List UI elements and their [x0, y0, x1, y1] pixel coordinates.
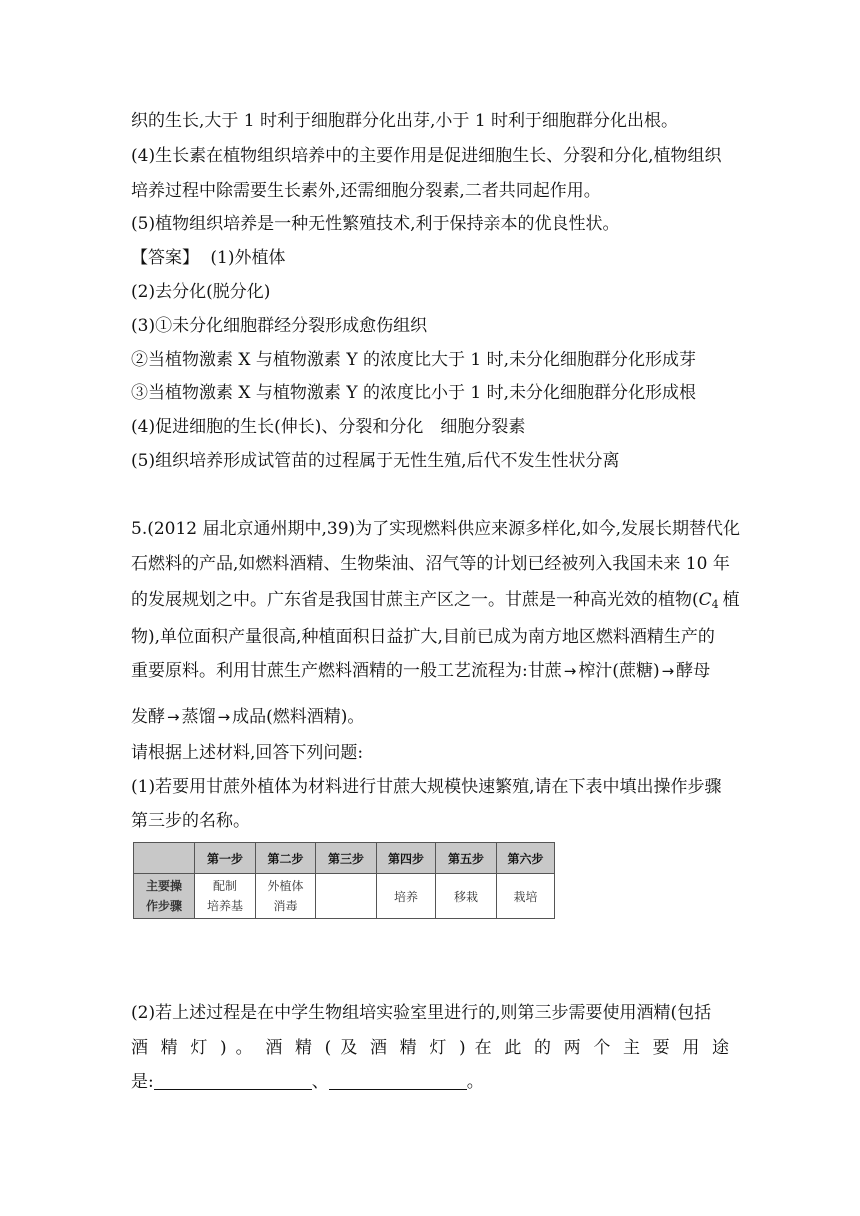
q5-line-1: 5.(2012 届北京通州期中,39)为了实现燃料供应来源多样化,如今,发展长期替代化: [131, 519, 740, 539]
table-header-row: [134, 843, 555, 874]
arrow-icon: →: [217, 708, 231, 726]
steps-table: [133, 842, 555, 919]
flow-step-product: 成品(燃料酒精)。: [232, 707, 365, 727]
q2-prefix: 是:: [131, 1072, 154, 1092]
answer-line-3b: ③当植物激素 X 与植物激素 Y 的浓度比小于 1 时,未分化细胞群分化形成根: [131, 383, 696, 403]
arrow-icon: →: [563, 662, 577, 680]
flow-step-juice: 榨汁(蔗糖): [578, 661, 660, 681]
answer-line-5: (5)组织培养形成试管苗的过程属于无性生殖,后代不发生性状分离: [131, 451, 620, 471]
table-cell-step-4: 培养: [377, 874, 436, 919]
q2-end: 。: [466, 1072, 484, 1092]
cell-text: 配制: [212, 879, 237, 893]
q5-line-2: 石燃料的产品,如燃料酒精、生物柴油、沼气等的计划已经被列入我国未来 10 年: [131, 554, 730, 574]
q5-line-3-tail: 植: [722, 590, 740, 610]
q2-line-2: 酒 精 灯 ) 。 酒 精 ( 及 酒 精 灯 ) 在 此 的 两 个 主 要 用 途: [131, 1038, 729, 1058]
q5-prompt: 请根据上述材料,回答下列问题:: [131, 743, 364, 763]
table-cell-step-6: 栽培: [497, 874, 555, 919]
cell-text: 消毒: [273, 899, 298, 913]
table-cell-step-2: [256, 874, 316, 919]
flow-step-distill: 蒸馏: [181, 707, 216, 727]
table-cell-step-5: 移栽: [436, 874, 497, 919]
q1-line-1: (1)若要用甘蔗外植体为材料进行甘蔗大规模快速繁殖,请在下表中填出操作步骤: [131, 777, 722, 797]
answer-heading: [131, 247, 286, 269]
table-header-step-4: 第四步: [377, 843, 436, 874]
arrow-icon: →: [661, 662, 675, 680]
c4-symbol: C: [698, 590, 712, 610]
q5-line-6: [131, 706, 364, 728]
row-label-line-1: 主要操: [145, 879, 182, 893]
table-header-step-6: 第六步: [497, 843, 555, 874]
intro-line-4: (5)植物组织培养是一种无性繁殖技术,利于保持亲本的优良性状。: [131, 214, 620, 234]
row-label-line-2: 作步骤: [145, 899, 182, 913]
table-header-blank: [134, 843, 195, 874]
intro-line-1: 织的生长,大于 1 时利于细胞群分化出芽,小于 1 时利于细胞群分化出根。: [131, 111, 679, 131]
answer-line-3: (3)①未分化细胞群经分裂形成愈伤组织: [131, 316, 428, 336]
q2-line-3: [131, 1071, 484, 1093]
q5-line-3: [131, 589, 740, 616]
arrow-icon: →: [167, 708, 180, 726]
intro-line-3: 培养过程中除需要生长素外,还需细胞分裂素,二者共同起作用。: [131, 181, 601, 201]
table-header-step-1: 第一步: [195, 843, 256, 874]
q5-line-5: [131, 660, 710, 682]
answer-blank-2[interactable]: [329, 1072, 467, 1090]
table-row-label: [134, 874, 195, 919]
table-header-step-3: 第三步: [316, 843, 377, 874]
flow-step-ferment: 发酵: [131, 707, 165, 727]
flow-step-sugarcane: 重要原料。利用甘蔗生产燃料酒精的一般工艺流程为:甘蔗: [131, 661, 562, 681]
cell-text: 外植体: [267, 879, 304, 893]
q2-line-1: (2)若上述过程是在中学生物组培实验室里进行的,则第三步需要使用酒精(包括: [131, 1003, 712, 1023]
q2-separator: 、: [311, 1072, 329, 1092]
table-cell-step-3-blank[interactable]: [316, 874, 377, 919]
q5-line-4: 物),单位面积产量很高,种植面积日益扩大,目前已成为南方地区燃料酒精生产的: [131, 627, 715, 647]
answer-line-4: (4)促进细胞的生长(伸长)、分裂和分化 细胞分裂素: [131, 417, 526, 437]
table-header-step-2: 第二步: [256, 843, 316, 874]
flow-step-yeast: 酵母: [676, 661, 711, 681]
c4-subscript: 4: [711, 598, 719, 611]
q5-line-3-text: 的发展规划之中。广东省是我国甘蔗主产区之一。甘蔗是一种高光效的植物(: [131, 590, 699, 610]
answer-item-1: (1)外植体: [210, 248, 286, 268]
q1-line-2: 第三步的名称。: [131, 811, 250, 831]
cell-text: 培养基: [206, 899, 243, 913]
table-header-step-5: 第五步: [436, 843, 497, 874]
table-row: [134, 874, 555, 919]
intro-line-2: (4)生长素在植物组织培养中的主要作用是促进细胞生长、分裂和分化,植物组织: [131, 146, 722, 166]
table-cell-step-1: [195, 874, 256, 919]
answer-label: 【答案】: [131, 248, 199, 268]
answer-line-2: (2)去分化(脱分化): [131, 282, 271, 302]
answer-line-3a: ②当植物激素 X 与植物激素 Y 的浓度比大于 1 时,未分化细胞群分化形成芽: [131, 350, 696, 370]
answer-blank-1[interactable]: [154, 1072, 312, 1090]
